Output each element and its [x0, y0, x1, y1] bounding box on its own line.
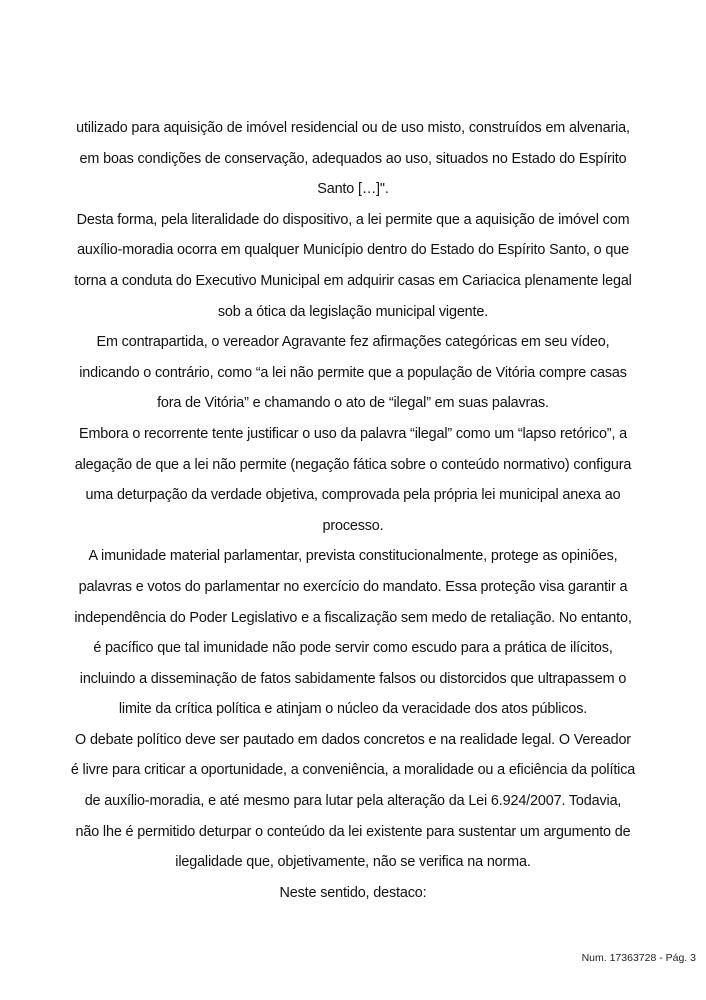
document-body	[40, 113, 666, 908]
text-line: A imunidade material parlamentar, prevista constitucionalmente, protege as opiniões,	[88, 548, 618, 565]
text-line: fora de Vitória” e chamando o ato de “ilegal” em suas palavras.	[157, 395, 549, 412]
text-line: uma deturpação da verdade objetiva, comprovada pela própria lei municipal anexa ao	[85, 487, 621, 504]
text-line: alegação de que a lei não permite (negação fática sobre o conteúdo normativo) configura	[74, 456, 632, 473]
text-line: Neste sentido, destaco:	[279, 884, 427, 901]
text-line: Desta forma, pela literalidade do dispositivo, a lei permite que a aquisição de imóvel com	[76, 211, 630, 228]
text-line: é pacífico que tal imunidade não pode servir como escudo para a prática de ilícitos,	[93, 640, 613, 657]
text-line: Santo […]".	[317, 181, 389, 198]
text-line: indicando o contrário, como “a lei não permite que a população de Vitória compre casas	[79, 364, 627, 381]
text-line: processo.	[322, 517, 384, 534]
text-line: ilegalidade que, objetivamente, não se verifica na norma.	[175, 854, 531, 871]
text-line: auxílio-moradia ocorra em qualquer Município dentro do Estado do Espírito Santo, o que	[77, 242, 629, 259]
text-line: Em contrapartida, o vereador Agravante fez afirmações categóricas em seu vídeo,	[96, 334, 610, 351]
text-line: torna a conduta do Executivo Municipal em adquirir casas em Cariacica plenamente legal	[74, 272, 632, 289]
text-line: limite da crítica política e atinjam o núcleo da veracidade dos atos públicos.	[118, 701, 588, 718]
text-line: é livre para criticar a oportunidade, a conveniência, a moralidade ou a eficiência da política	[70, 762, 636, 779]
text-line: Embora o recorrente tente justificar o uso da palavra “ilegal” como um “lapso retórico”, a	[79, 425, 627, 442]
text-line: sob a ótica da legislação municipal vigente.	[217, 303, 489, 320]
page-number-footer: Num. 17363728 - Pág. 3	[581, 952, 696, 964]
text-line: palavras e votos do parlamentar no exercício do mandato. Essa proteção visa garantir a	[78, 578, 628, 595]
text-line: incluindo a disseminação de fatos sabidamente falsos ou distorcidos que ultrapassem o	[79, 670, 627, 687]
text-line: independência do Poder Legislativo e a fiscalização sem medo de retaliação. No entanto,	[74, 609, 632, 626]
text-line: utilizado para aquisição de imóvel residencial ou de uso misto, construídos em alvenaria,	[76, 120, 630, 136]
text-line: em boas condições de conservação, adequados ao uso, situados no Estado do Espírito	[79, 150, 627, 167]
text-line: de auxílio-moradia, e até mesmo para lutar pela alteração da Lei 6.924/2007. Todavia,	[84, 793, 622, 810]
text-line: O debate político deve ser pautado em dados concretos e na realidade legal. O Vereador	[75, 731, 631, 748]
text-line: não lhe é permitido deturpar o conteúdo da lei existente para sustentar um argumento de	[75, 823, 631, 840]
